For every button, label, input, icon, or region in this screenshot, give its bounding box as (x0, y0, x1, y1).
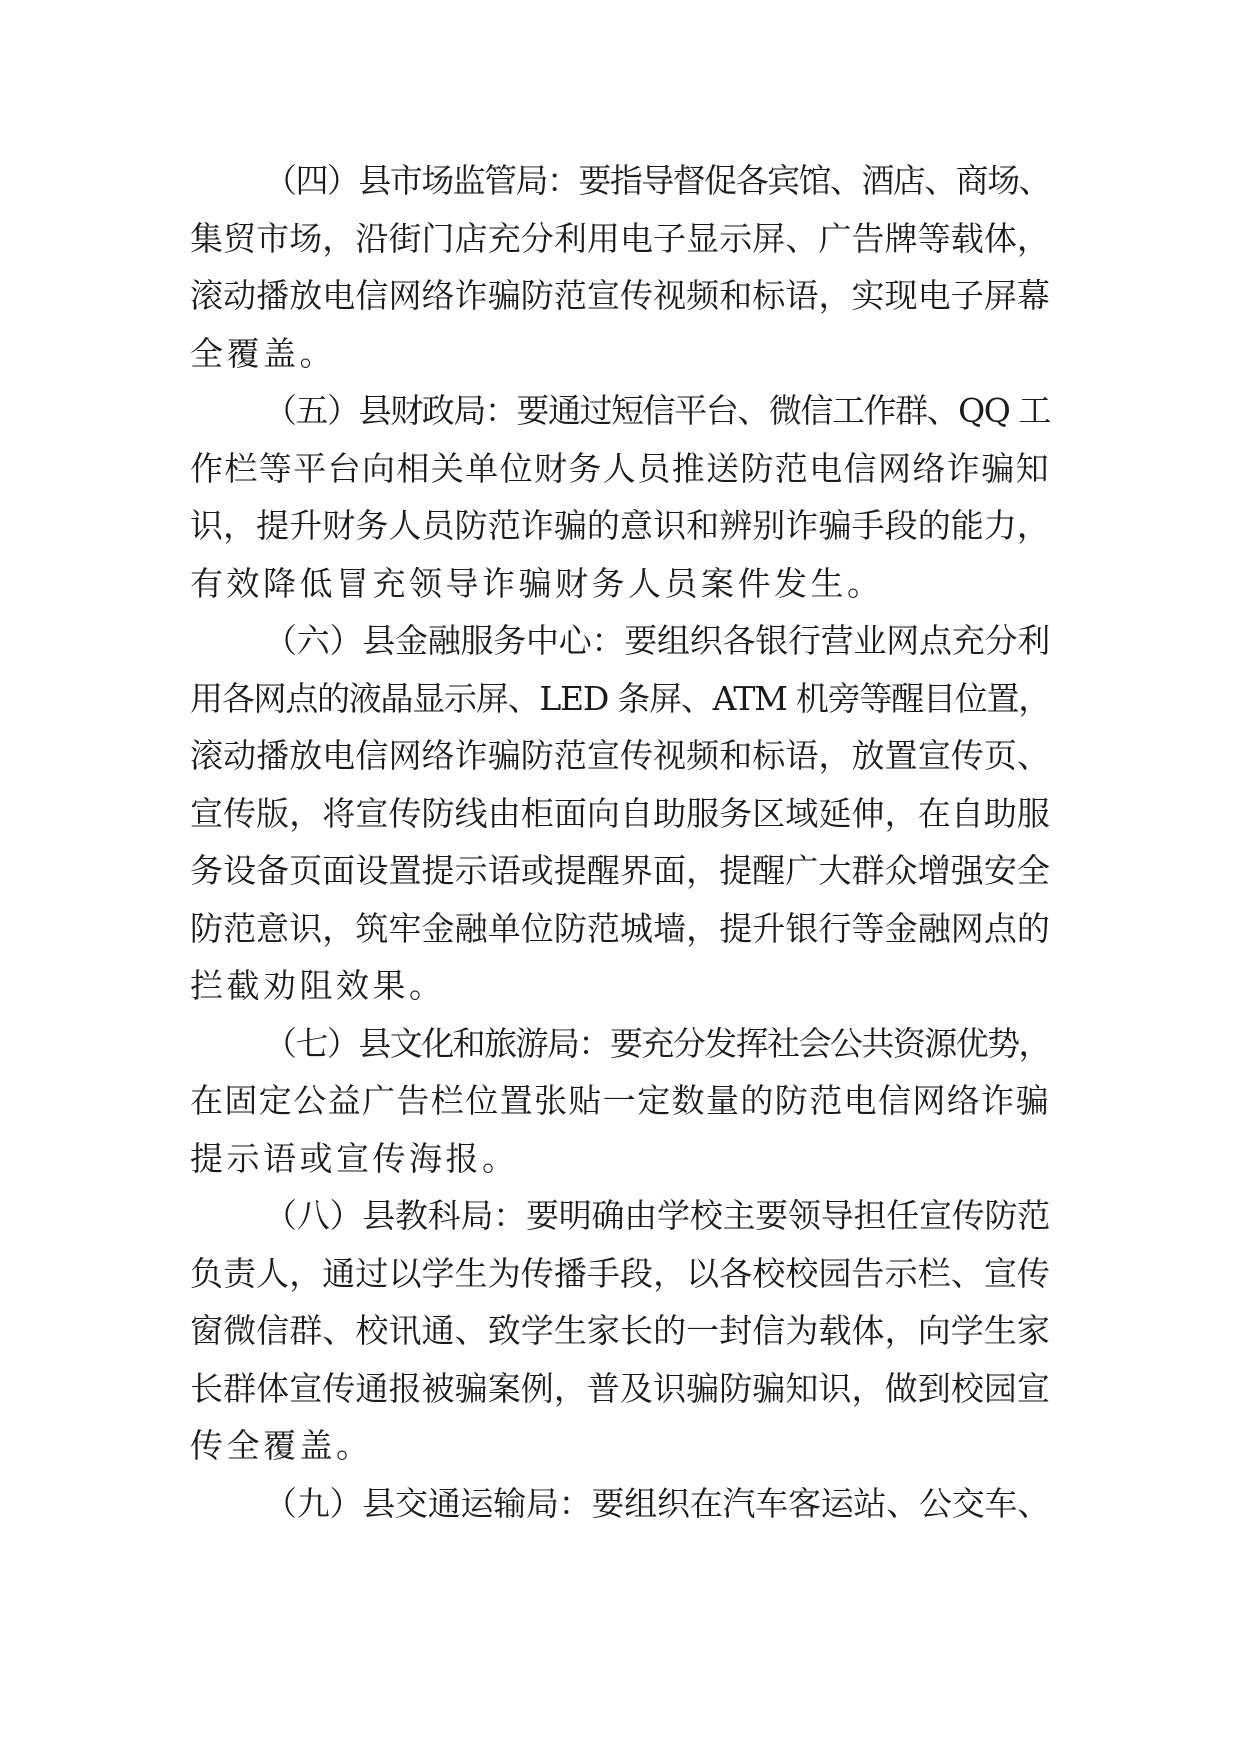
text-line: 宣传版，将宣传防线由柜面向自助服务区域延伸，在自助服 (190, 793, 1050, 833)
text-line: 在固定公益广告栏位置张贴一定数量的防范电信网络诈骗 (190, 1081, 1050, 1120)
text-line: 滚动播放电信网络诈骗防范宣传视频和标语，实现电子屏幕 (190, 276, 1050, 315)
text-line: 作栏等平台向相关单位财务人员推送防范电信网络诈骗知 (190, 448, 1050, 488)
paragraph-education-bureau (190, 1187, 1050, 1475)
paragraph-culture-tourism (190, 1015, 1050, 1188)
text-line: 长群体宣传通报被骗案例，普及识骗防骗知识，做到校园宣 (190, 1368, 1050, 1408)
text-line: 传全覆盖。 (190, 1426, 373, 1465)
text-line: （六）县金融服务中心：要组织各银行营业网点充分利 (264, 621, 1050, 660)
paragraph-market-supervision (190, 152, 1050, 382)
text-line: （七）县文化和旅游局：要充分发挥社会公共资源优势， (264, 1023, 1051, 1063)
text-line: 用各网点的液晶显示屏、LED 条屏、ATM 机旁等醒目位置， (190, 678, 1050, 718)
text-line: 有效降低冒充领导诈骗财务人员案件发生。 (190, 563, 884, 603)
text-line: 识，提升财务人员防范诈骗的意识和辨别诈骗手段的能力， (190, 506, 1050, 545)
paragraph-finance-bureau (190, 382, 1050, 612)
document-body (190, 152, 1050, 1532)
text-line: 全覆盖。 (190, 333, 336, 373)
text-line: 防范意识，筑牢金融单位防范城墙，提升银行等金融网点的 (190, 908, 1050, 948)
text-line: 拦截劝阻效果。 (190, 966, 446, 1005)
text-line: （五）县财政局：要通过短信平台、微信工作群、QQ 工 (264, 391, 1050, 430)
paragraph-financial-service-center (190, 612, 1050, 1015)
text-line: （八）县教科局：要明确由学校主要领导担任宣传防范 (264, 1196, 1050, 1235)
text-line: 窗微信群、校讯通、致学生家长的一封信为载体，向学生家 (190, 1311, 1050, 1350)
text-line: 负责人，通过以学生为传播手段，以各校校园告示栏、宣传 (190, 1253, 1050, 1293)
text-line: （四）县市场监管局：要指导督促各宾馆、酒店、商场、 (264, 161, 1051, 200)
text-line: 提示语或宣传海报。 (190, 1138, 519, 1178)
text-line: 滚动播放电信网络诈骗防范宣传视频和标语，放置宣传页、 (190, 736, 1050, 775)
text-line: 务设备页面设置提示语或提醒界面，提醒广大群众增强安全 (190, 851, 1050, 890)
text-line: 集贸市场，沿街门店充分利用电子显示屏、广告牌等载体， (190, 218, 1050, 258)
paragraph-transport-bureau (190, 1475, 1050, 1533)
text-line: （九）县交通运输局：要组织在汽车客运站、公交车、 (264, 1483, 1050, 1523)
